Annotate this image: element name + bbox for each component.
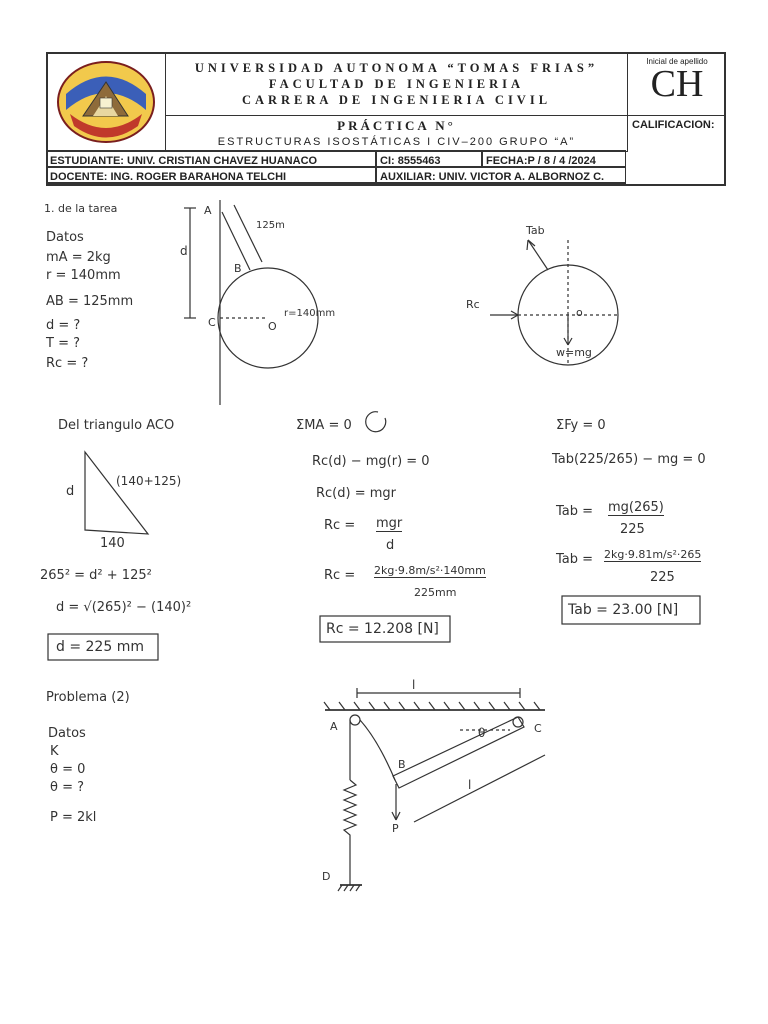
moment-eq4-lhs: Rc =	[324, 568, 356, 583]
triangle-base: 140	[100, 536, 125, 551]
assistant-field: AUXILIAR: UNIV. VICTOR A. ALBORNOZ C.	[376, 167, 626, 184]
practice-number: PRÁCTICA N°	[337, 118, 456, 133]
logo-icon	[48, 54, 166, 152]
fig1-label-o: O	[268, 320, 277, 333]
fig2-label-theta: θ	[478, 726, 486, 740]
fig1-label-a: A	[204, 204, 212, 217]
career-name: CARRERA DE INGENIERIA CIVIL	[241, 93, 552, 107]
p2-load: P = 2kl	[50, 810, 97, 825]
fig2-label-a: A	[330, 720, 338, 733]
p1-ab: AB = 125mm	[46, 294, 134, 309]
p1-t-unknown: T = ?	[46, 336, 80, 351]
fig2-label-p: P	[392, 822, 399, 835]
fig2-label-l-top: l	[412, 678, 416, 692]
fig2-label-c: C	[534, 722, 542, 735]
moment-arrow	[366, 412, 386, 432]
fbd-label-rc: Rc	[466, 298, 480, 311]
forces-y-eq2-den: 225	[620, 522, 645, 537]
p1-datos: Datos	[46, 230, 84, 245]
moment-eq1: Rc(d) − mg(r) = 0	[312, 454, 430, 469]
answer-tension: Tab = 23.00 [N]	[568, 602, 679, 618]
eq-pythagoras: 265² = d² + 125²	[40, 568, 152, 583]
dimension-l-bar	[414, 755, 545, 822]
forces-y-eq2-num: mg(265)	[608, 500, 664, 515]
moment-eq4-den: 225mm	[414, 586, 457, 599]
answer-rc: Rc = 12.208 [N]	[326, 621, 439, 637]
cable-ab	[360, 720, 395, 780]
university-logo	[48, 54, 166, 152]
teacher-field: DOCENTE: ING. ROGER BARAHONA TELCHI	[46, 167, 376, 184]
forces-y-eq3-den: 225	[650, 570, 675, 585]
practice-title	[166, 116, 628, 152]
p1-d-unknown: d = ?	[46, 318, 81, 333]
university-title	[166, 54, 628, 116]
date-field: FECHA:P / 8 / 4 /2024	[482, 150, 626, 167]
moment-eq4-num: 2kg·9.8m/s²·140mm	[374, 564, 486, 577]
forces-y-title: ΣFy = 0	[556, 418, 606, 433]
moment-eq2: Rc(d) = mgr	[316, 486, 396, 501]
grade-box	[628, 116, 726, 186]
eq-d-sqrt: d = √(265)² − (140)²	[56, 600, 192, 615]
triangle-aco	[85, 452, 148, 534]
moment-eq3-den: d	[386, 538, 395, 553]
pulley-a	[350, 715, 360, 725]
initial-box	[628, 54, 726, 116]
fig1-label-r: r=140mm	[284, 308, 336, 319]
fbd-label-o: o	[576, 306, 583, 319]
hinge-c	[513, 717, 523, 727]
fig1-label-d: d	[180, 244, 188, 258]
fig1-label-c: C	[208, 316, 216, 329]
p2-datos: Datos	[48, 726, 86, 741]
p2-theta-unknown: θ = ?	[50, 780, 85, 795]
fig1-label-b: B	[234, 262, 242, 275]
fig2-label-l-bar: l	[468, 778, 472, 792]
forces-y-eq1: Tab(225/265) − mg = 0	[552, 452, 706, 467]
university-name: UNIVERSIDAD AUTONOMA “TOMAS FRIAS”	[194, 61, 599, 75]
moment-eq3-num: mgr	[376, 516, 403, 531]
spring	[344, 780, 356, 885]
triangle-title: Del triangulo ACO	[58, 418, 175, 433]
initial-value: CH	[650, 63, 704, 105]
dimension-125	[234, 205, 262, 262]
fbd-label-w: w=mg	[556, 346, 592, 359]
fig2-label-b: B	[398, 758, 406, 771]
p2-theta0: θ = 0	[50, 762, 86, 777]
fbd-tension-arrow	[528, 240, 548, 270]
triangle-hyp: (140+125)	[116, 474, 182, 488]
forces-y-eq2-lhs: Tab =	[556, 504, 594, 519]
p1-radius: r = 140mm	[46, 268, 121, 283]
course-name: ESTRUCTURAS ISOSTÁTICAS I CIV–200 GRUPO “A”	[217, 136, 576, 148]
grade-label: CALIFICACION:	[632, 119, 715, 131]
p2-k: K	[50, 744, 59, 759]
fig1-label-125: 125m	[256, 220, 285, 231]
p2-heading: Problema (2)	[46, 690, 130, 705]
triangle-side-d: d	[66, 484, 75, 499]
fig2-label-d: D	[322, 870, 331, 883]
bar-bc	[393, 717, 524, 788]
answer-d: d = 225 mm	[56, 639, 144, 655]
fbd-label-tab: Tab	[526, 224, 545, 237]
initial-label: Inicial de apellido	[646, 57, 708, 66]
moment-eq3-lhs: Rc =	[324, 518, 356, 533]
p1-heading: 1. de la tarea	[44, 202, 118, 215]
forces-y-eq3-num: 2kg·9.81m/s²·265	[604, 548, 702, 561]
faculty-name: FACULTAD DE INGENIERIA	[268, 77, 525, 91]
p1-mass: mA = 2kg	[46, 250, 111, 265]
p1-rc-unknown: Rc = ?	[46, 356, 89, 371]
moment-title: ΣMA = 0	[296, 418, 352, 433]
student-field: ESTUDIANTE: UNIV. CRISTIAN CHAVEZ HUANACO	[46, 150, 376, 167]
forces-y-eq3-lhs: Tab =	[556, 552, 594, 567]
ci-field: CI: 8555463	[376, 150, 482, 167]
